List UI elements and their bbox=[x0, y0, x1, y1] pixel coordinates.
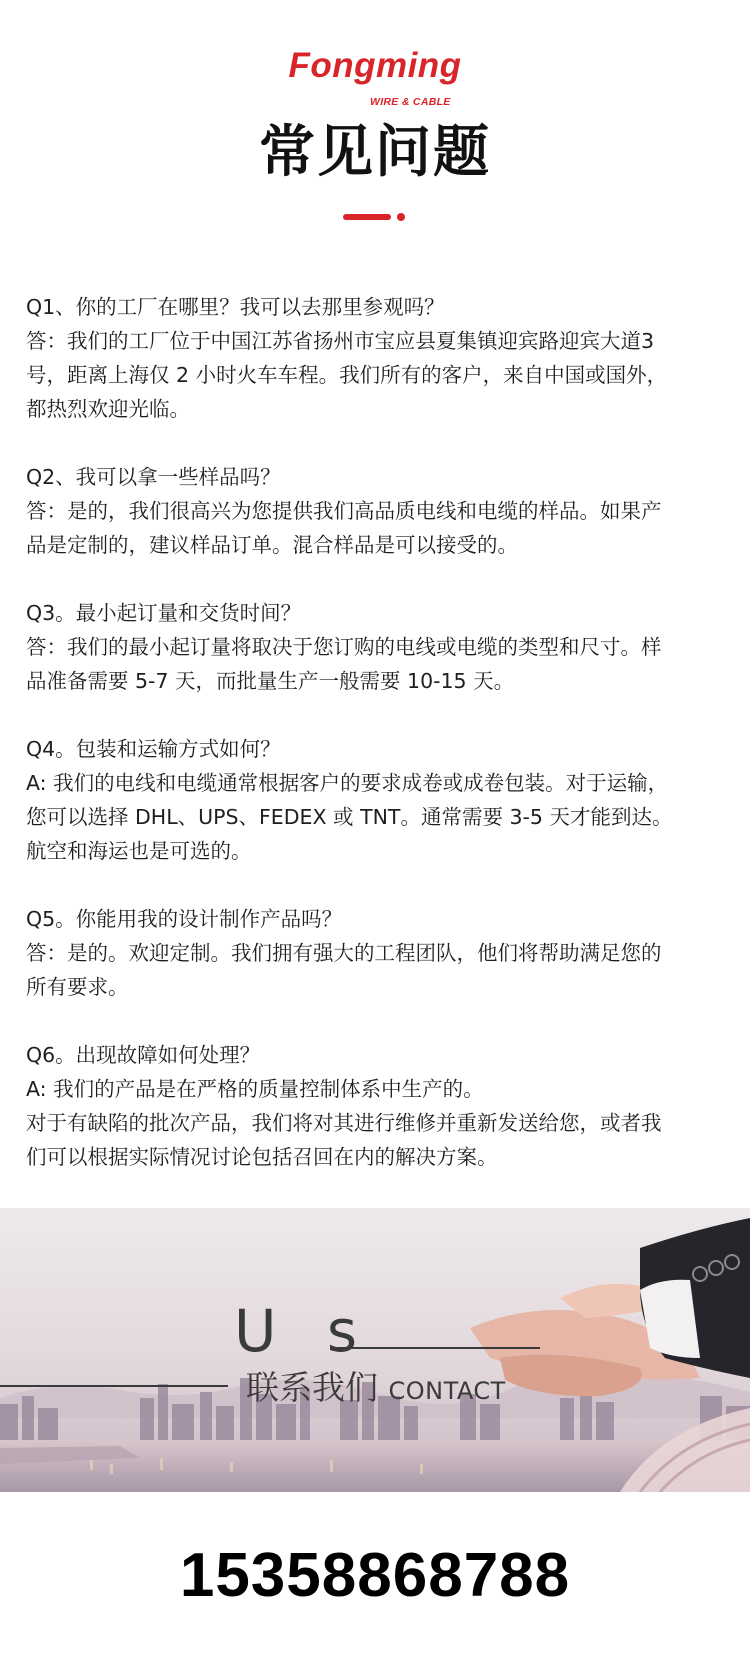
faq-answer-line: 品准备需要 5-7 天，而批量生产一般需要 10-15 天。 bbox=[26, 669, 515, 693]
faq-item-3 bbox=[26, 596, 726, 698]
banner-contact-label bbox=[246, 1368, 506, 1411]
contact-en-text: CONTACT bbox=[388, 1377, 506, 1405]
faq-item-1 bbox=[26, 290, 726, 426]
faq-answer-line: 对于有缺陷的批次产品，我们将对其进行维修并重新发送给您，或者我 bbox=[26, 1111, 662, 1135]
faq-question: Q1、你的工厂在哪里？我可以去那里参观吗？ bbox=[26, 295, 445, 319]
faq-item-4 bbox=[26, 732, 726, 868]
title-divider-dot bbox=[397, 213, 405, 221]
banner-illustration bbox=[0, 1208, 750, 1492]
faq-question: Q3。最小起订量和交货时间？ bbox=[26, 601, 302, 625]
faq-answer-line: 所有要求。 bbox=[26, 975, 129, 999]
faq-question: Q2、我可以拿一些样品吗？ bbox=[26, 465, 281, 489]
faq-answer-line: 答：是的，我们很高兴为您提供我们高品质电线和电缆的样品。如果产 bbox=[26, 499, 662, 523]
faq-answer-line: 们可以根据实际情况讨论包括召回在内的解决方案。 bbox=[26, 1145, 498, 1169]
faq-answer-line: 号，距离上海仅 2 小时火车车程。我们所有的客户，来自中国或国外， bbox=[26, 363, 668, 387]
faq-answer-line: 答：我们的工厂位于中国江苏省扬州市宝应县夏集镇迎宾路迎宾大道3 bbox=[26, 329, 655, 353]
brand-name: Fongming bbox=[288, 46, 462, 85]
faq-question: Q4。包装和运输方式如何？ bbox=[26, 737, 281, 761]
faq-answer-line: 航空和海运也是可选的。 bbox=[26, 839, 252, 863]
page-title: 常见问题 bbox=[259, 120, 491, 185]
contact-cn-text: 联系我们 bbox=[246, 1368, 378, 1407]
faq-item-5 bbox=[26, 902, 726, 1004]
brand-logo bbox=[0, 46, 750, 86]
faq-answer-line: 答：我们的最小起订量将取决于您订购的电线或电缆的类型和尺寸。样 bbox=[26, 635, 662, 659]
contact-banner bbox=[0, 1208, 750, 1492]
banner-us-text: U s bbox=[234, 1297, 374, 1365]
faq-answer-line: 品是定制的，建议样品订单。混合样品是可以接受的。 bbox=[26, 533, 518, 557]
faq-list bbox=[26, 290, 726, 1208]
faq-answer-line: 都热烈欢迎光临。 bbox=[26, 397, 190, 421]
faq-answer-line: 答：是的。欢迎定制。我们拥有强大的工程团队，他们将帮助满足您的 bbox=[26, 941, 662, 965]
page-header bbox=[0, 0, 750, 260]
brand-tagline: WIRE & CABLE bbox=[370, 96, 451, 108]
faq-answer-line: A: 我们的产品是在严格的质量控制体系中生产的。 bbox=[26, 1077, 484, 1101]
faq-item-2 bbox=[26, 460, 726, 562]
faq-question: Q6。出现故障如何处理？ bbox=[26, 1043, 261, 1067]
title-divider-bar bbox=[343, 214, 391, 220]
faq-answer-line: A: 我们的电线和电缆通常根据客户的要求成卷或成卷包装。对于运输， bbox=[26, 771, 669, 795]
faq-question: Q5。你能用我的设计制作产品吗？ bbox=[26, 907, 343, 931]
faq-item-6 bbox=[26, 1038, 726, 1174]
phone-number[interactable]: 15358868788 bbox=[179, 1541, 571, 1610]
faq-answer-line: 您可以选择 DHL、UPS、FEDEX 或 TNT。通常需要 3-5 天才能到达。 bbox=[26, 805, 673, 829]
